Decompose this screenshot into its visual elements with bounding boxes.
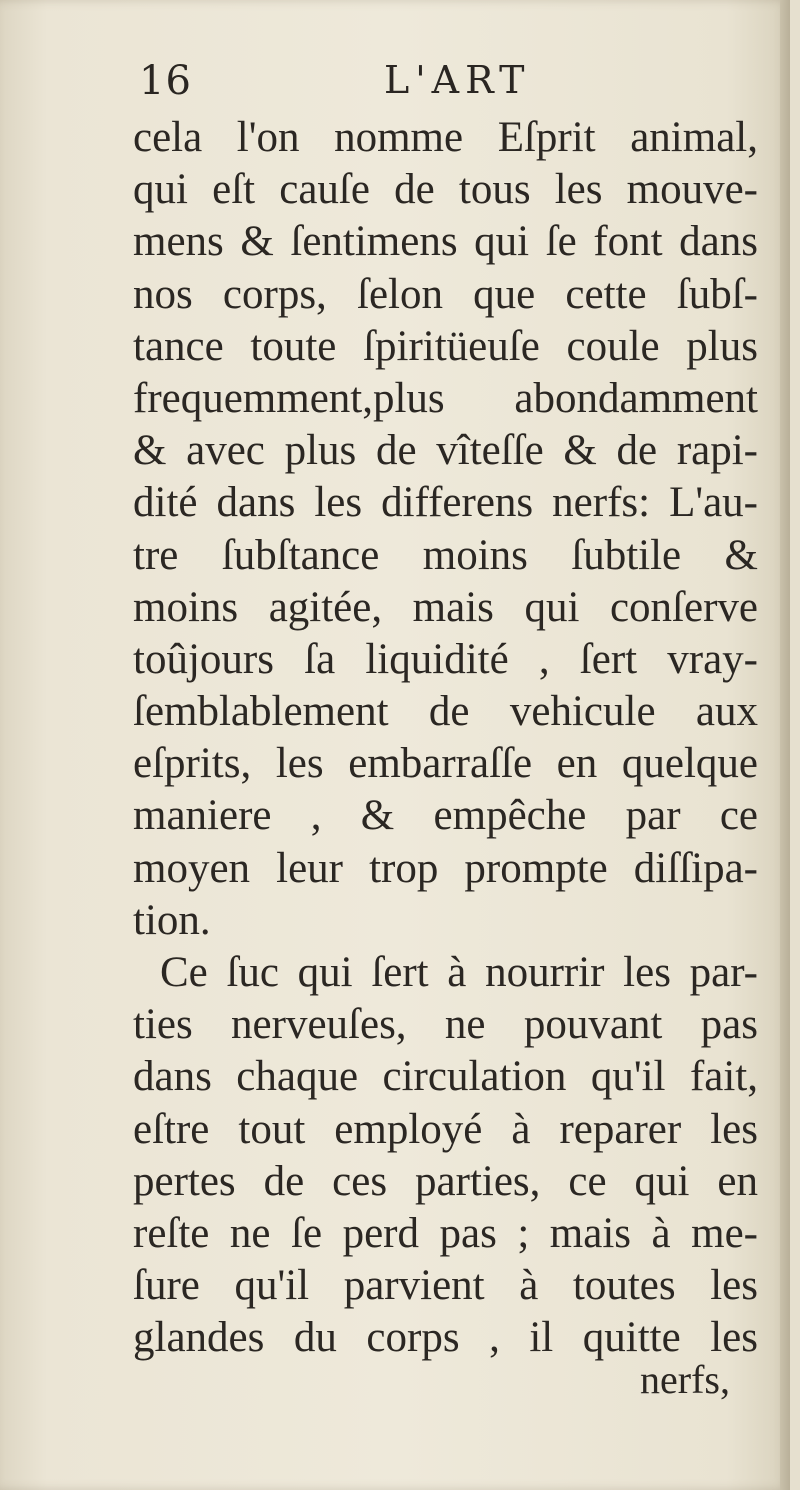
text-line: eſtre tout employé à reparer les	[133, 1105, 758, 1153]
text-line: eſprits, les embarraſſe en quelque	[133, 740, 758, 788]
text-line: glandes du corps , il quitte les	[133, 1314, 758, 1362]
text-line: dité dans les differens nerfs: L'au-	[133, 479, 758, 527]
text-line: pertes de ces parties, ce qui en	[133, 1157, 758, 1205]
text-line: moins agitée, mais qui conſerve	[133, 583, 758, 631]
page-edge	[780, 0, 790, 1490]
body-text	[133, 112, 758, 1365]
text-line: moyen leur trop prompte diſſipa-	[133, 844, 758, 892]
text-line: frequemment,plus abondamment	[133, 374, 758, 422]
text-line: maniere , & empêche par ce	[133, 792, 758, 840]
text-line: qui eſt cauſe de tous les mouve-	[133, 166, 758, 214]
page-number: 16	[139, 58, 192, 104]
catchword: nerfs,	[640, 1357, 730, 1402]
text-line: cela l'on nomme Eſprit animal,	[133, 114, 758, 161]
page-header	[0, 58, 790, 108]
text-line: toûjours ſa liquidité , ſert vray-	[133, 635, 758, 683]
text-line: & avec plus de vîteſſe & de rapi-	[133, 427, 758, 475]
text-line: tance toute ſpiritüeuſe coule plus	[133, 322, 758, 370]
text-line: dans chaque circulation qu'il fait,	[133, 1053, 758, 1101]
text-line: nos corps, ſelon que cette ſubſ-	[133, 270, 758, 318]
text-line: tion.	[133, 896, 211, 944]
text-line: ſure qu'il parvient à toutes les	[133, 1262, 758, 1310]
text-line: tre ſubſtance moins ſubtile &	[133, 531, 758, 579]
text-line: ſemblablement de vehicule aux	[133, 688, 758, 736]
text-line: ties nerveuſes, ne pouvant pas	[133, 1001, 758, 1049]
text-line: Ce ſuc qui ſert à nourrir les par-	[160, 949, 758, 996]
running-head: L'ART	[384, 58, 531, 102]
text-line: reſte ne ſe perd pas ; mais à me-	[133, 1209, 758, 1257]
text-line: mens & ſentimens qui ſe font dans	[133, 218, 758, 266]
